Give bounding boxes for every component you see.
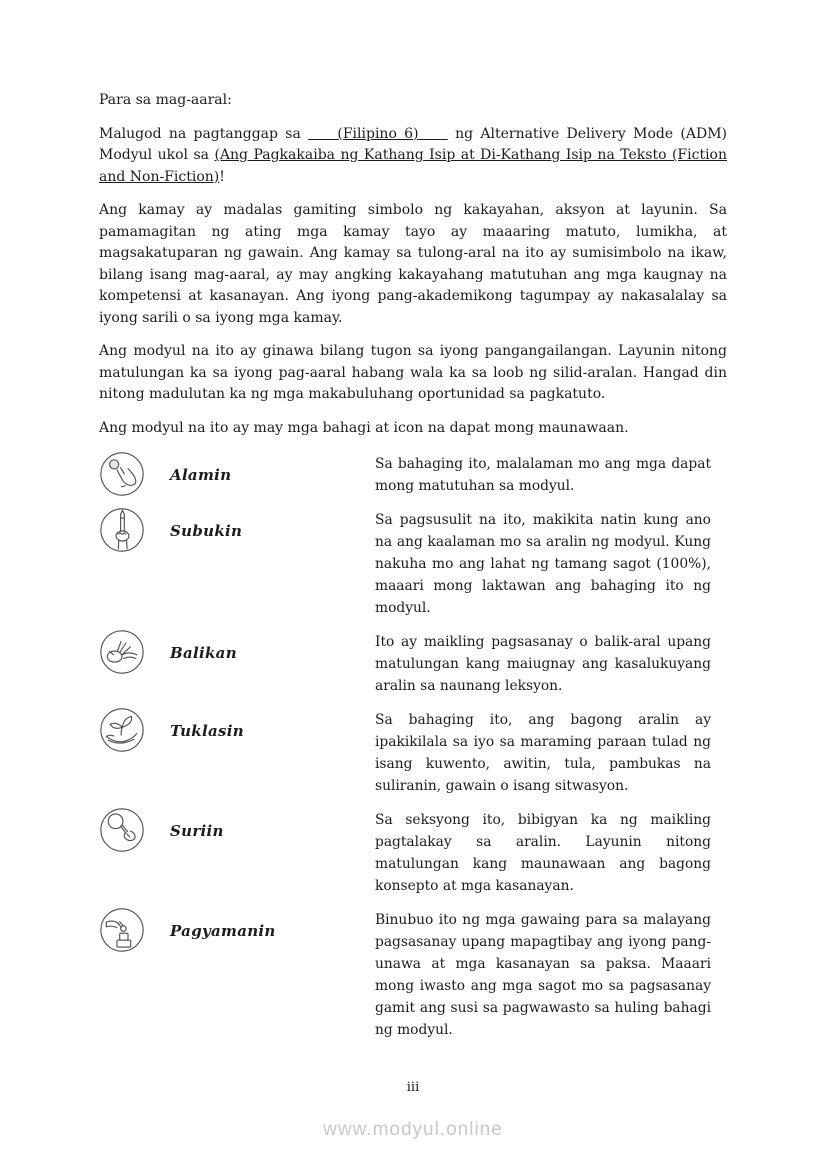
part-label: Subukin — [170, 522, 243, 540]
icon-guide-row-subukin — [99, 509, 727, 619]
hand-press-button-icon — [99, 451, 145, 497]
part-description: Sa bahaging ito, malalaman mo ang mga dapat mong matutuhan sa modyul. — [375, 456, 711, 494]
part-description: Binubuo ito ng mga gawaing para sa malayang pagsasanay upang mapagtibay ang iyong pang-unawa at mga kasanayan sa paksa. Maaari mong iwasto ang mga sagot mo sa pagsasanay gamit ang susi sa pagwawasto sa huling bahagi ng modyul. — [375, 912, 711, 1038]
intro-prefix: Malugod na pagtanggap sa — [99, 125, 301, 142]
hand-with-sprout-icon — [99, 707, 145, 753]
part-description: Sa seksyong ito, bibigyan ka ng maikling pagtalakay sa aralin. Layunin nitong matulungan kang maunawaan ang bagong konsepto at mga kasanayan. — [375, 812, 711, 894]
icon-guide-list — [99, 453, 727, 1041]
hand-stacking-coins-icon — [99, 907, 145, 953]
body-paragraph-module-purpose: Ang modyul na ito ay ginawa bilang tugon sa iyong pangangailangan. Layunin nitong matulungan ka sa iyong pag-aaral habang wala ka sa loob ng silid-aralan. Hangad din nitong madulutan ka ng mga makabuluhang oportunidad sa pagkatuto. — [99, 343, 727, 402]
part-description: Sa bahaging ito, ang bagong aralin ay ipakikilala sa iyo sa maraming paraan tulad ng isang kuwento, awitin, tula, pambukas na suliranin, gawain o isang sitwasyon. — [375, 712, 711, 794]
part-label: Pagyamanin — [170, 922, 276, 940]
icon-guide-row-pagyamanin — [99, 909, 727, 1041]
part-label: Alamin — [170, 466, 232, 484]
intro-suffix: ! — [219, 168, 225, 185]
icon-guide-row-tuklasin — [99, 709, 727, 797]
hand-holding-magnifier-icon — [99, 807, 145, 853]
intro-paragraph — [99, 124, 727, 189]
part-label: Tuklasin — [170, 722, 244, 740]
watermark: www.modyul.online — [323, 1119, 503, 1140]
icon-guide-row-alamin — [99, 453, 727, 497]
module-title-underlined: (Ang Pagkakaiba ng Kathang Isip at Di-Kathang Isip na Teksto (Fiction and Non-Fiction) — [99, 147, 728, 185]
page-content — [99, 90, 727, 1053]
page-number: iii — [406, 1080, 420, 1095]
part-label: Suriin — [170, 822, 224, 840]
page-title: Para sa mag-aaral: — [99, 92, 232, 108]
intro-middle: ng Alternative Delivery Mode (ADM) Modyul ukol sa — [99, 125, 728, 163]
subject-blank: (Filipino 6) — [308, 125, 448, 142]
hands-linking-back-icon — [99, 629, 145, 675]
part-description: Ito ay maikling pagsasanay o balik-aral upang matulungan kang maiugnay ang kasalukuyang aralin sa naunang leksyon. — [375, 634, 711, 694]
part-description: Sa pagsusulit na ito, makikita natin kung ano na ang kaalaman mo sa aralin ng modyul. Kung nakuha mo ang lahat ng tamang sagot (100%), maaari mong laktawan ang bahaging ito ng modyul. — [375, 512, 711, 616]
icon-guide-row-suriin — [99, 809, 727, 897]
body-paragraph-icons-note: Ang modyul na ito ay may mga bahagi at icon na dapat mong maunawaan. — [99, 419, 629, 436]
body-paragraph-hand-symbol: Ang kamay ay madalas gamiting simbolo ng kakayahan, aksyon at layunin. Sa pamamagitan ng ating mga kamay tayo ay maaaring matuto, lumikha, at magsakatuparan ng gawain. Ang kamay sa tulong-aral na ito ay sumisimbolo na ikaw, bilang isang mag-aaral, ay may angking kakayahang matutuhan ang mga kaugnay na kompetensi at kasanayan. Ang iyong pang-akademikong tagumpay ay nakasalalay sa iyong sarili o sa iyong mga kamay. — [99, 202, 727, 326]
hand-holding-pencil-icon — [99, 507, 145, 553]
part-label: Balikan — [170, 644, 237, 662]
icon-guide-row-balikan — [99, 631, 727, 697]
